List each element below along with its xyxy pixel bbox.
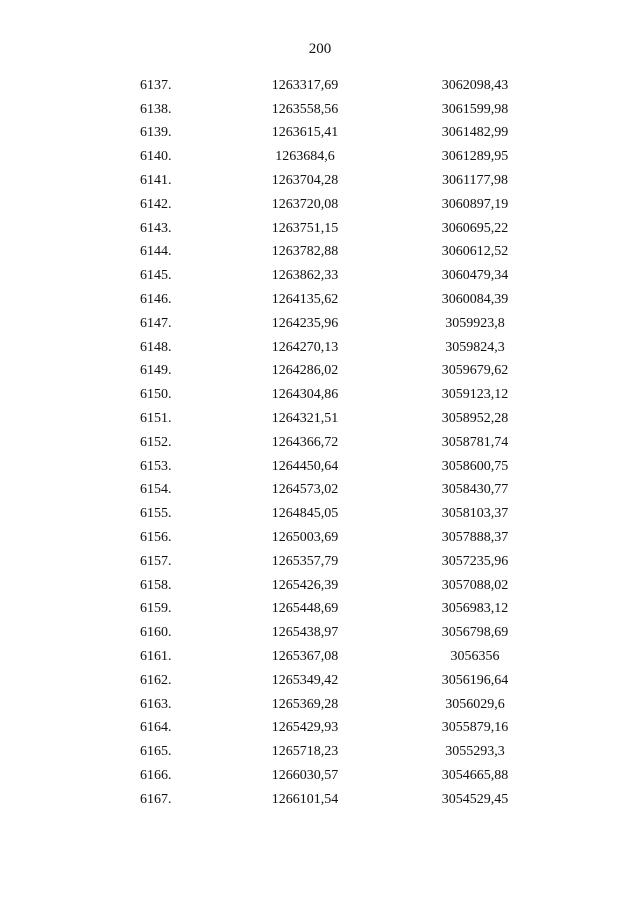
- x-coordinate-cell: 1264304,86: [271, 387, 339, 403]
- point-number-cell: 6154.: [140, 482, 172, 498]
- table-row: [100, 288, 560, 312]
- y-coordinate-cell: 3056029,6: [445, 696, 505, 712]
- y-coordinate-cell: 3056356: [450, 649, 500, 665]
- table-row: [100, 669, 560, 693]
- table-row: [100, 336, 560, 360]
- point-number-cell: 6160.: [140, 625, 172, 641]
- table-row: [100, 455, 560, 479]
- table-row: [100, 145, 560, 169]
- point-number-cell: 6167.: [140, 791, 172, 807]
- x-coordinate-cell: 1265438,97: [271, 625, 339, 641]
- table-row: [100, 717, 560, 741]
- table-row: [100, 407, 560, 431]
- y-coordinate-cell: 3060695,22: [441, 220, 509, 236]
- y-coordinate-cell: 3056798,69: [441, 625, 509, 641]
- point-number-cell: 6152.: [140, 434, 172, 450]
- table-row: [100, 764, 560, 788]
- point-number-cell: 6166.: [140, 768, 172, 783]
- y-coordinate-cell: 3059679,62: [441, 363, 509, 379]
- point-number-cell: 6159.: [140, 601, 172, 617]
- table-row: [100, 693, 560, 717]
- table-row: [100, 502, 560, 526]
- table-row: [100, 217, 560, 241]
- y-coordinate-cell: 3060479,34: [441, 268, 509, 284]
- y-coordinate-cell: 3058103,37: [441, 506, 509, 522]
- table-row: [100, 193, 560, 217]
- point-number-cell: 6142.: [140, 196, 172, 212]
- x-coordinate-cell: 1263862,33: [271, 268, 339, 284]
- table-row: [100, 98, 560, 122]
- point-number-cell: 6140.: [140, 149, 172, 165]
- point-number-cell: 6151.: [140, 411, 172, 427]
- y-coordinate-cell: 3062098,43: [441, 77, 509, 93]
- table-row: [100, 431, 560, 455]
- x-coordinate-cell: 1264135,62: [271, 292, 339, 308]
- y-coordinate-cell: 3055879,16: [441, 720, 509, 736]
- point-number-cell: 6137.: [140, 77, 172, 93]
- y-coordinate-cell: 3060612,52: [441, 244, 509, 260]
- point-number-cell: 6145.: [140, 268, 172, 284]
- table-row: [100, 241, 560, 265]
- y-coordinate-cell: 3057088,02: [441, 577, 509, 593]
- point-number-cell: 6165.: [140, 744, 172, 760]
- x-coordinate-cell: 1264286,02: [271, 363, 339, 379]
- table-row: [100, 264, 560, 288]
- table-row: [100, 740, 560, 764]
- y-coordinate-cell: 3060897,19: [441, 196, 509, 212]
- y-coordinate-cell: 3056983,12: [441, 601, 509, 617]
- table-row: [100, 621, 560, 645]
- point-number-cell: 6157.: [140, 553, 172, 569]
- point-number-cell: 6141.: [140, 173, 172, 189]
- y-coordinate-cell: 3060084,39: [441, 292, 509, 308]
- x-coordinate-cell: 1265718,23: [271, 744, 339, 760]
- y-coordinate-cell: 3061482,99: [441, 125, 509, 141]
- table-row: [100, 526, 560, 550]
- table-row: [100, 788, 560, 812]
- y-coordinate-cell: 3054529,45: [441, 791, 509, 807]
- x-coordinate-cell: 1265357,79: [271, 553, 339, 569]
- x-coordinate-cell: 1263558,56: [271, 101, 339, 117]
- x-coordinate-cell: 1265349,42: [271, 672, 339, 688]
- point-number-cell: 6162.: [140, 672, 172, 688]
- x-coordinate-cell: 1264321,51: [271, 411, 339, 427]
- table-row: [100, 550, 560, 574]
- y-coordinate-cell: 3056196,64: [441, 672, 509, 688]
- point-number-cell: 6146.: [140, 292, 172, 308]
- point-number-cell: 6158.: [140, 577, 172, 593]
- point-number-cell: 6144.: [140, 244, 172, 260]
- x-coordinate-cell: 1265426,39: [271, 577, 339, 593]
- x-coordinate-cell: 1263720,08: [271, 196, 339, 212]
- table-row: [100, 169, 560, 193]
- point-number-cell: 6150.: [140, 387, 172, 403]
- y-coordinate-cell: 3058952,28: [441, 411, 509, 427]
- x-coordinate-cell: 1265429,93: [271, 720, 339, 736]
- y-coordinate-cell: 3061289,95: [441, 149, 509, 165]
- x-coordinate-cell: 1264270,13: [271, 339, 339, 355]
- point-number-cell: 6149.: [140, 363, 172, 379]
- x-coordinate-cell: 1264366,72: [271, 434, 339, 450]
- point-number-cell: 6161.: [140, 649, 172, 665]
- table-row: [100, 383, 560, 407]
- x-coordinate-cell: 1264235,96: [271, 315, 339, 331]
- y-coordinate-cell: 3059824,3: [445, 339, 505, 355]
- y-coordinate-cell: 3061599,98: [441, 101, 509, 117]
- y-coordinate-cell: 3059923,8: [445, 315, 505, 331]
- table-row: [100, 645, 560, 669]
- table-row: [100, 574, 560, 598]
- table-row: [100, 479, 560, 503]
- x-coordinate-cell: 1266101,54: [271, 791, 339, 807]
- point-number-cell: 6155.: [140, 506, 172, 522]
- point-number-cell: 6163.: [140, 696, 172, 712]
- y-coordinate-cell: 3054665,88: [441, 768, 509, 783]
- y-coordinate-cell: 3058781,74: [441, 434, 509, 450]
- x-coordinate-cell: 1264845,05: [271, 506, 339, 522]
- point-number-cell: 6156.: [140, 530, 172, 546]
- table-row: [100, 598, 560, 622]
- point-number-cell: 6147.: [140, 315, 172, 331]
- x-coordinate-cell: 1264573,02: [271, 482, 339, 498]
- y-coordinate-cell: 3058430,77: [441, 482, 509, 498]
- x-coordinate-cell: 1263317,69: [271, 77, 339, 93]
- point-number-cell: 6164.: [140, 720, 172, 736]
- x-coordinate-cell: 1265003,69: [271, 530, 339, 546]
- x-coordinate-cell: 1265369,28: [271, 696, 339, 712]
- point-number-cell: 6148.: [140, 339, 172, 355]
- table-row: [100, 312, 560, 336]
- y-coordinate-cell: 3059123,12: [441, 387, 509, 403]
- point-number-cell: 6139.: [140, 125, 172, 141]
- x-coordinate-cell: 1263684,6: [275, 149, 335, 165]
- x-coordinate-cell: 1263704,28: [271, 173, 339, 189]
- y-coordinate-cell: 3058600,75: [441, 458, 509, 474]
- y-coordinate-cell: 3057235,96: [441, 553, 509, 569]
- x-coordinate-cell: 1263751,15: [271, 220, 339, 236]
- x-coordinate-cell: 1266030,57: [271, 768, 339, 783]
- x-coordinate-cell: 1264450,64: [271, 458, 339, 474]
- x-coordinate-cell: 1263782,88: [271, 244, 339, 260]
- y-coordinate-cell: 3057888,37: [441, 530, 509, 546]
- point-number-cell: 6153.: [140, 458, 172, 474]
- page-number: 200: [308, 41, 332, 57]
- coordinates-table: [100, 74, 560, 812]
- y-coordinate-cell: 3061177,98: [442, 173, 508, 189]
- table-row: [100, 122, 560, 146]
- table-row: [100, 74, 560, 98]
- x-coordinate-cell: 1263615,41: [271, 125, 339, 141]
- x-coordinate-cell: 1265448,69: [271, 601, 339, 617]
- x-coordinate-cell: 1265367,08: [271, 649, 339, 665]
- point-number-cell: 6138.: [140, 101, 172, 117]
- coordinates-table-body: [100, 74, 560, 812]
- point-number-cell: 6143.: [140, 220, 172, 236]
- table-row: [100, 360, 560, 384]
- y-coordinate-cell: 3055293,3: [445, 744, 505, 760]
